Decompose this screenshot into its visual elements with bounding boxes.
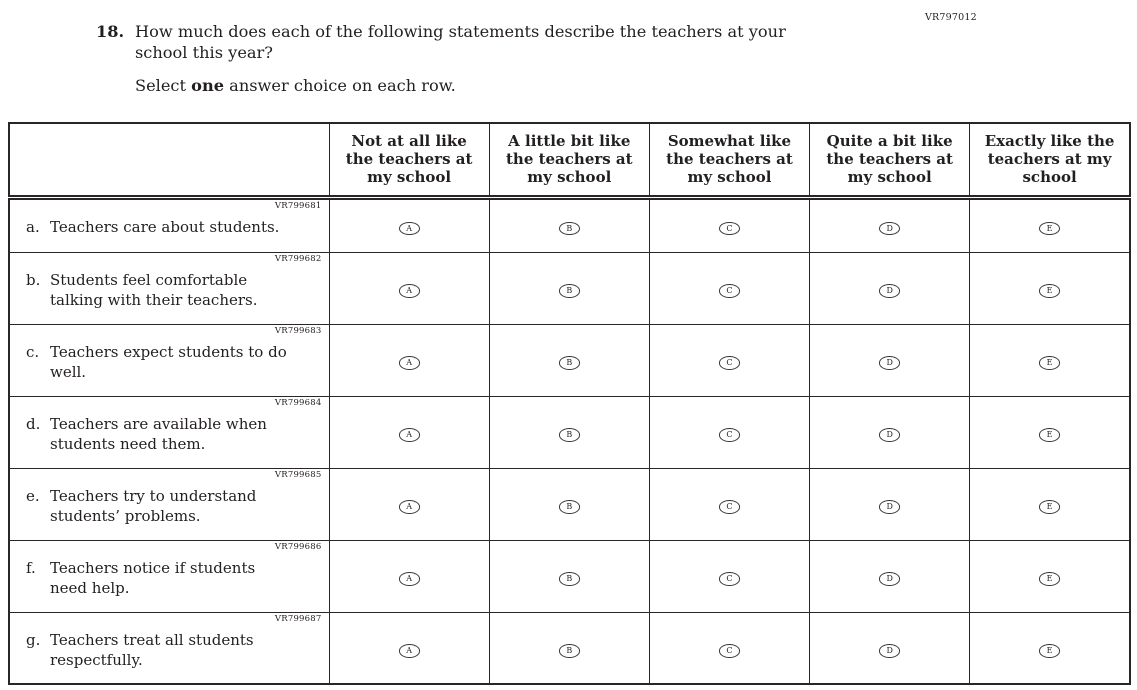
row-code: VR799682 [274, 253, 322, 264]
answer-cell [489, 197, 649, 252]
answer-cell [489, 252, 649, 324]
answer-cell [329, 612, 489, 684]
header-row [9, 123, 1130, 197]
row-code: VR799683 [274, 325, 322, 336]
answer-cell [649, 612, 809, 684]
choice-bubble-d[interactable]: D [879, 222, 900, 236]
answer-cell [970, 324, 1130, 396]
header-corner-cell [9, 123, 329, 197]
row-code: VR799685 [274, 469, 322, 480]
table-row-f [9, 540, 1130, 612]
instruction-suffix: answer choice on each row. [224, 75, 456, 95]
answer-cell [970, 468, 1130, 540]
answer-cell [329, 396, 489, 468]
choice-bubble-e[interactable]: E [1039, 428, 1060, 442]
answer-cell [489, 396, 649, 468]
form-code: VR797012 [925, 12, 977, 23]
row-statement: Teachers care about students. [50, 217, 280, 236]
choice-bubble-b[interactable]: B [559, 222, 580, 236]
choice-bubble-d[interactable]: D [879, 572, 900, 586]
header-exactly: Exactly like the teachers at my school [970, 123, 1130, 197]
question-block [96, 21, 896, 96]
table-row-d [9, 396, 1130, 468]
choice-bubble-a[interactable]: A [399, 284, 420, 298]
answer-cell [810, 252, 970, 324]
answer-cell [810, 396, 970, 468]
choice-bubble-c[interactable]: C [719, 284, 740, 298]
answer-cell [489, 324, 649, 396]
table-row-a [9, 197, 1130, 252]
answer-cell [649, 324, 809, 396]
answer-cell [970, 540, 1130, 612]
question-instruction [135, 75, 896, 96]
table-row-c [9, 324, 1130, 396]
row-letter: a. [26, 217, 40, 236]
choice-bubble-b[interactable]: B [559, 356, 580, 370]
choice-bubble-e[interactable]: E [1039, 356, 1060, 370]
choice-bubble-e[interactable]: E [1039, 644, 1060, 658]
answer-cell [970, 396, 1130, 468]
header-not-at-all: Not at all like the teachers at my school [329, 123, 489, 197]
choice-bubble-a[interactable]: A [399, 644, 420, 658]
answer-cell [970, 252, 1130, 324]
table-row-e [9, 468, 1130, 540]
choice-bubble-c[interactable]: C [719, 356, 740, 370]
answer-cell [329, 540, 489, 612]
statement-cell [9, 612, 329, 684]
answer-cell [329, 252, 489, 324]
answer-cell [810, 540, 970, 612]
table-row-g [9, 612, 1130, 684]
row-letter: c. [26, 342, 40, 361]
row-letter: g. [26, 630, 41, 649]
row-statement: Teachers notice if students need help. [50, 558, 256, 598]
answer-cell [810, 612, 970, 684]
choice-bubble-a[interactable]: A [399, 428, 420, 442]
instruction-bold: one [191, 75, 225, 95]
answer-cell [489, 612, 649, 684]
answer-cell [489, 468, 649, 540]
row-letter: d. [26, 414, 41, 433]
header-somewhat: Somewhat like the teachers at my school [649, 123, 809, 197]
choice-bubble-b[interactable]: B [559, 644, 580, 658]
answer-matrix-table [8, 122, 1131, 685]
choice-bubble-d[interactable]: D [879, 356, 900, 370]
row-statement: Students feel comfortable talking with their teachers. [50, 270, 258, 310]
choice-bubble-b[interactable]: B [559, 428, 580, 442]
choice-bubble-a[interactable]: A [399, 500, 420, 514]
choice-bubble-d[interactable]: D [879, 284, 900, 298]
answer-cell [649, 252, 809, 324]
choice-bubble-b[interactable]: B [559, 572, 580, 586]
choice-bubble-a[interactable]: A [399, 222, 420, 236]
header-quite-a-bit: Quite a bit like the teachers at my school [810, 123, 970, 197]
answer-cell [489, 540, 649, 612]
choice-bubble-b[interactable]: B [559, 500, 580, 514]
choice-bubble-e[interactable]: E [1039, 572, 1060, 586]
table-row-b [9, 252, 1130, 324]
statement-cell [9, 468, 329, 540]
instruction-prefix: Select [135, 75, 192, 95]
answer-cell [649, 197, 809, 252]
row-letter: f. [26, 558, 36, 577]
row-statement: Teachers are available when students need them. [50, 414, 267, 454]
question-number: 18. [96, 22, 125, 41]
answer-cell [329, 468, 489, 540]
statement-cell [9, 252, 329, 324]
row-statement: Teachers treat all students respectfully. [50, 630, 254, 670]
header-a-little-bit: A little bit like the teachers at my school [489, 123, 649, 197]
statement-cell [9, 396, 329, 468]
choice-bubble-d[interactable]: D [879, 428, 900, 442]
row-letter: e. [26, 486, 40, 505]
choice-bubble-d[interactable]: D [879, 500, 900, 514]
row-statement: Teachers try to understand students’ problems. [50, 486, 257, 526]
choice-bubble-a[interactable]: A [399, 356, 420, 370]
answer-cell [329, 197, 489, 252]
row-code: VR799687 [274, 613, 322, 624]
row-statement: Teachers expect students to do well. [50, 342, 287, 382]
answer-cell [810, 197, 970, 252]
row-code: VR799681 [274, 200, 322, 211]
question-text: How much does each of the following statements describe the teachers at your school this year? [135, 22, 786, 63]
row-code: VR799686 [274, 541, 322, 552]
choice-bubble-e[interactable]: E [1039, 222, 1060, 236]
answer-cell [810, 324, 970, 396]
answer-cell [810, 468, 970, 540]
answer-cell [649, 396, 809, 468]
statement-cell [9, 197, 329, 252]
choice-bubble-a[interactable]: A [399, 572, 420, 586]
row-code: VR799684 [274, 397, 322, 408]
choice-bubble-b[interactable]: B [559, 284, 580, 298]
answer-cell [329, 324, 489, 396]
choice-bubble-c[interactable]: C [719, 572, 740, 586]
choice-bubble-e[interactable]: E [1039, 500, 1060, 514]
statement-cell [9, 324, 329, 396]
choice-bubble-c[interactable]: C [719, 428, 740, 442]
row-letter: b. [26, 270, 41, 289]
answer-cell [649, 468, 809, 540]
answer-cell [649, 540, 809, 612]
answer-cell [970, 197, 1130, 252]
choice-bubble-c[interactable]: C [719, 222, 740, 236]
statement-cell [9, 540, 329, 612]
choice-bubble-c[interactable]: C [719, 644, 740, 658]
choice-bubble-d[interactable]: D [879, 644, 900, 658]
answer-cell [970, 612, 1130, 684]
answer-matrix-wrap [8, 122, 1131, 685]
choice-bubble-e[interactable]: E [1039, 284, 1060, 298]
choice-bubble-c[interactable]: C [719, 500, 740, 514]
